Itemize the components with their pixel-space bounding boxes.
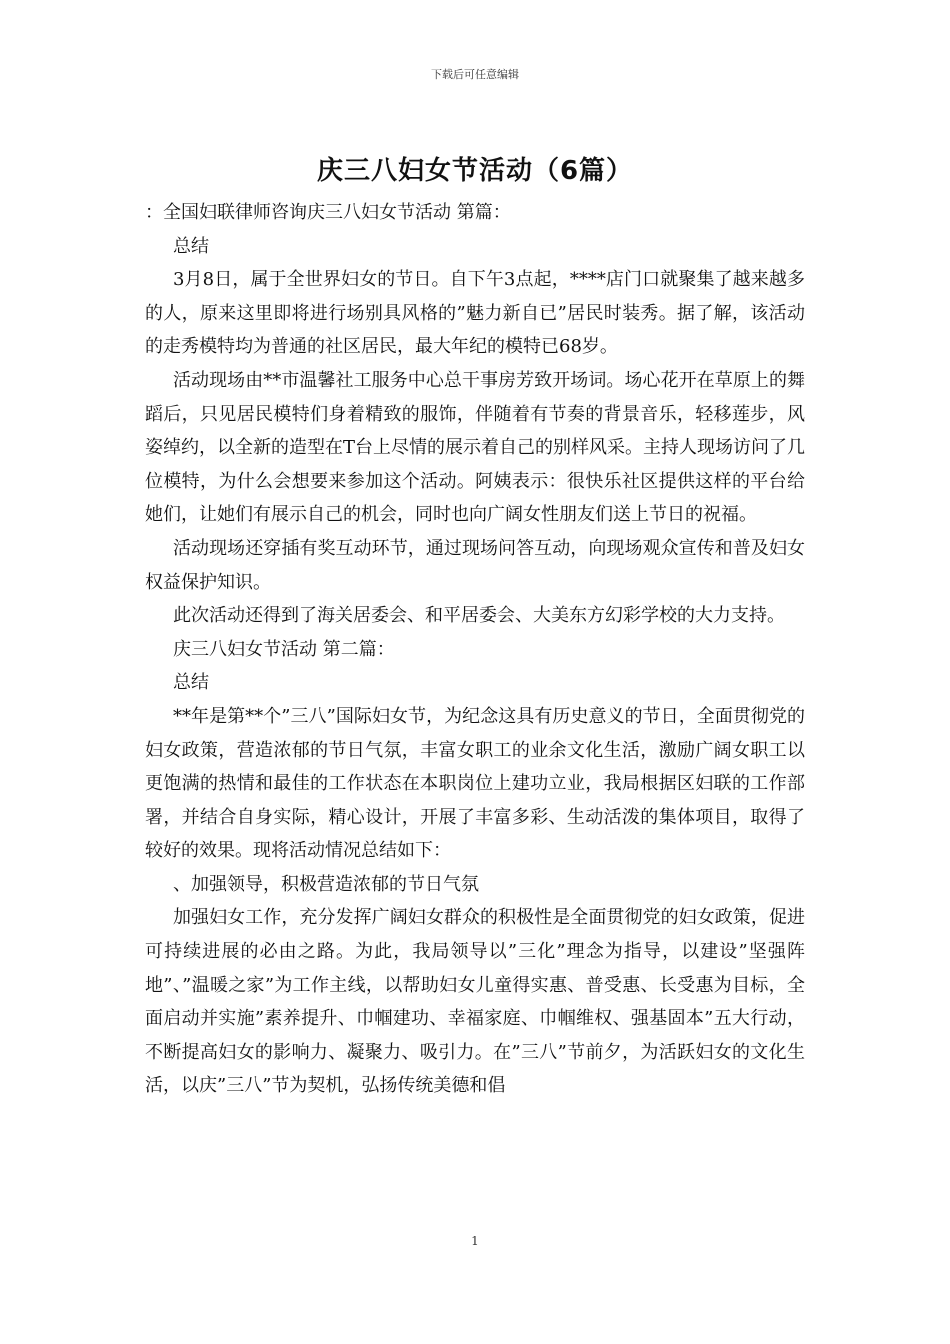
paragraph-body: 活动现场还穿插有奖互动环节，通过现场问答互动，向现场观众宣传和普及妇女权益保护知识。 (145, 537, 805, 593)
paragraph-body: 3月8日，属于全世界妇女的节日。自下午3点起，****店门口就聚集了越来越多的人，原来这里即将进行场别具风格的”魅力新自已”居民时装秀。据了解，该活动的走秀模特均为普通的社区居民，最大年纪的模特已68岁。 (145, 269, 805, 358)
paragraph-subheading: 、加强领导，积极营造浓郁的节日气氛 (173, 873, 479, 895)
paragraph-source: ：全国妇联律师咨询庆三八妇女节活动 第篇： (145, 202, 511, 223)
paragraph-summary-heading-2: 总结 (173, 672, 209, 694)
paragraph-section-heading-2: 庆三八妇女节活动 第二篇： (173, 638, 395, 660)
paragraph-body: 此次活动还得到了海关居委会、和平居委会、大美东方幻彩学校的大力支持。 (173, 605, 785, 627)
paragraph-body: 活动现场由**市温馨社工服务中心总干事房芳致开场词。场心花开在草原上的舞蹈后，只见居民模特们身着精致的服饰，伴随着有节奏的背景音乐，轻移莲步，风姿绰约，以全新的造型在T台上尽情的展示着自己的别样风采。主持人现场访问了几位模特，为什么会想要来参加这个活动。阿姨表示：很快乐社区提供这样的平台给她们，让她们有展示自己的机会，同时也向广阔女性朋友们送上节日的祝福。 (145, 369, 806, 526)
paragraph-summary-heading-1: 总结 (173, 235, 209, 257)
paragraph-body: 加强妇女工作，充分发挥广阔妇女群众的积极性是全面贯彻党的妇女政策，促进可持续进展的必由之路。为此，我局领导以”三化”理念为指导，以建设”坚强阵地”、”温暖之家”为工作主线，以帮助妇女儿童得实惠、普受惠、长受惠为目标，全面启动并实施”素养提升、巾帼建功、幸福家庭、巾帼维权、强基固本”五大行动，不断提高妇女的影响力、凝聚力、吸引力。在”三八”节前夕，为活跃妇女的文化生活，以庆”三八”节为契机，弘扬传统美德和倡 (145, 907, 805, 1097)
document-body (145, 196, 805, 1103)
document-title: 庆三八妇女节活动（6篇） (316, 156, 634, 186)
paragraph-body: **年是第**个”三八”国际妇女节，为纪念这具有历史意义的节日，全面贯彻党的妇女政策，营造浓郁的节日气氛，丰富女职工的业余文化生活，激励广阔女职工以更饱满的热情和最佳的工作状态在本职岗位上建功立业，我局根据区妇联的工作部署，并结合自身实际，精心设计，开展了丰富多彩、生动活泼的集体项目，取得了较好的效果。现将活动情况总结如下： (145, 705, 805, 862)
page-number: 1 (471, 1234, 479, 1248)
header-note: 下载后可任意编辑 (431, 68, 519, 81)
